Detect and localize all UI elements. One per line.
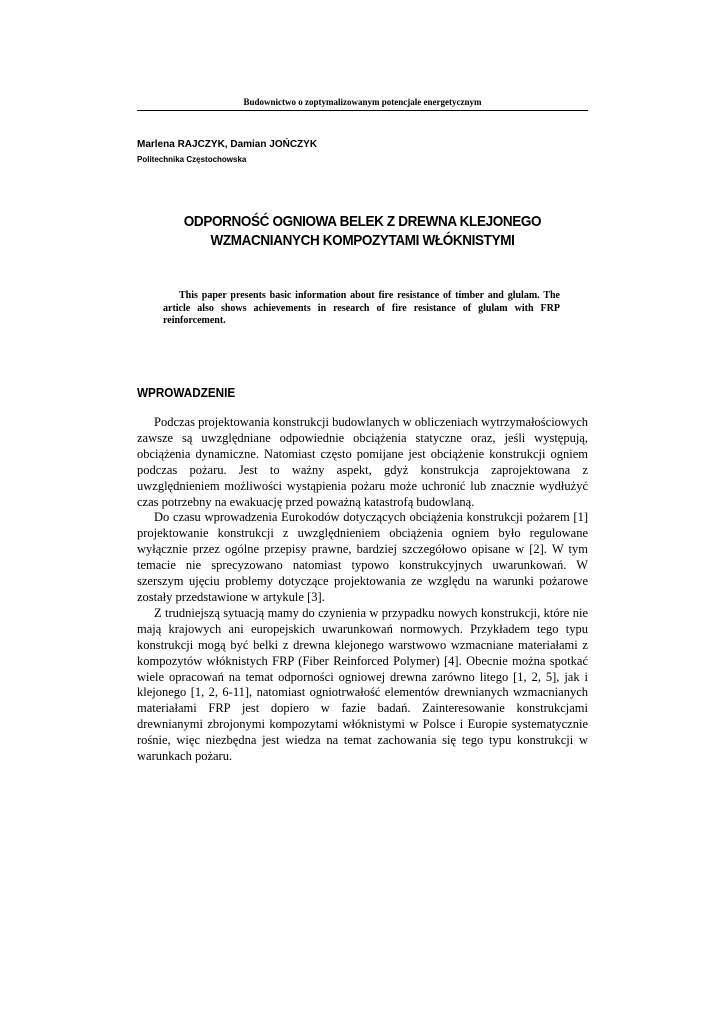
paper-title	[160, 212, 566, 250]
paper-title-line-1: ODPORNOŚĆ OGNIOWA BELEK Z DREWNA KLEJONEGO	[183, 213, 542, 230]
paper-title-line-2: WZMACNIANYCH KOMPOZYTAMI WŁÓKNISTYMI	[210, 232, 515, 249]
affiliation: Politechnika Częstochowska	[137, 155, 247, 164]
abstract: This paper presents basic information about fire resistance of timber and glulam. The article also shows achievements in research of fire resistance of glulam with FRP reinforcement.	[163, 290, 560, 326]
section-heading: WPROWADZENIE	[137, 385, 236, 400]
section-body	[137, 415, 588, 765]
header-rule	[137, 110, 588, 111]
paragraph-2: Do czasu wprowadzenia Eurokodów dotyczących obciążenia konstrukcji pożarem [1] projektowanie konstrukcji z uwzględnieniem obciążenia ogniem było regulowane wyłącznie przez ogólne przepisy prawne, bardziej szczegółowo opisane w [2]. W tym temacie nie sprecyzowano natomiast typowo konstrukcyjnych uwarunkowań. W szerszym ujęciu problemy dotyczące projektowania ze względu na warunki pożarowe zostały przedstawione w artykule [3].	[137, 510, 588, 604]
paragraph-3: Z trudniejszą sytuacją mamy do czynienia w przypadku nowych konstrukcji, które nie mają krajowych ani europejskich uwarunkowań normowych. Przykładem tego typu konstrukcji mogą być belki z drewna klejonego warstwowo wzmacniane materiałami z kompozytów włóknistych FRP (Fiber Reinforced Polymer) [4]. Obecnie można spotkać wiele opracowań na temat odporności ogniowej drewna zarówno litego [1, 2, 5], jak i klejonego [1, 2, 6-11], natomiast ogniotrwałość elementów drewnianych wzmacnianych materiałami FRP jest dopiero w fazie badań. Zainteresowanie konstrukcjami drewnianymi zbrojonymi kompozytami włóknistymi w Polsce i Europie systematycznie rośnie, więc niezbędna jest wiedza na temat zachowania się tego typu konstrukcji w warunkach pożaru.	[137, 605, 588, 764]
paragraph-1: Podczas projektowania konstrukcji budowlanych w obliczeniach wytrzymałościowych zawsze są uwzględniane odpowiednie obciążenia statyczne oraz, jeśli występują, obciążenia dynamiczne. Natomiast często pomijane jest obciążenie konstrukcji ogniem podczas pożaru. Jest to ważny aspekt, gdyż konstrukcja zaprojektowana z uwzględnieniem możliwości wystąpienia pożaru może uchronić lub znacznie wydłużyć czas potrzebny na ewakuację przed poważną katastrofą budowlaną.	[137, 415, 588, 509]
authors: Marlena RAJCZYK, Damian JOŃCZYK	[137, 139, 318, 150]
running-header: Budownictwo o zoptymalizowanym potencjale energetycznym	[243, 97, 482, 107]
